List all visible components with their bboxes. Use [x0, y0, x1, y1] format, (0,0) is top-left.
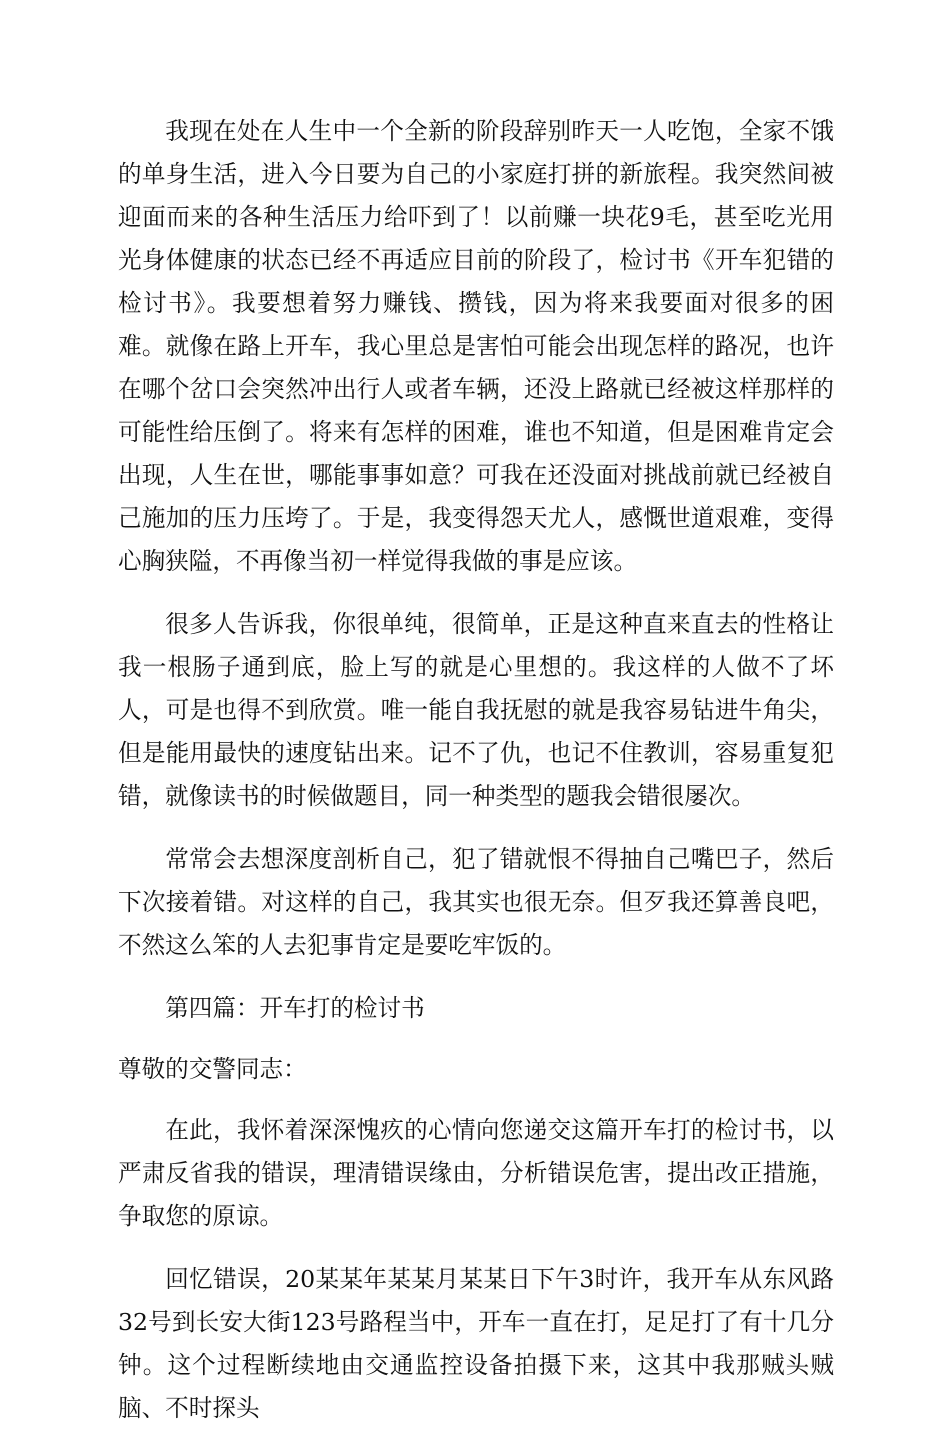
paragraph-incident-recall: 回忆错误，20某某年某某月某某日下午3时许，我开车从东风路32号到长安大街123号路程当中，开车一直在打，足足打了有十几分钟。这个过程断续地由交通监控设备拍摄下来，这其中我那贼头贼脑、不时探头 — [118, 1265, 834, 1422]
salutation: 尊敬的交警同志： — [118, 1055, 307, 1083]
paragraph-personality: 很多人告诉我，你很单纯，很简单，正是这种直来直去的性格让我一根肠子通到底，脸上写的就是心里想的。我这样的人做不了坏人，可是也得不到欣赏。唯一能自我抚慰的就是我容易钻进牛角尖，但是能用最快的速度钻出来。记不了仇，也记不住教训，容易重复犯错，就像读书的时候做题目，同一种类型的题我会错很屡次。 — [118, 610, 834, 810]
paragraph-self-reflection: 常常会去想深度剖析自己，犯了错就恨不得抽自己嘴巴子，然后下次接着错。对这样的自己，我其实也很无奈。但歹我还算善良吧，不然这么笨的人去犯事肯定是要吃牢饭的。 — [118, 845, 834, 959]
section-heading: 第四篇：开车打的检讨书 — [165, 994, 425, 1022]
paragraph-introduction: 在此，我怀着深深愧疚的心情向您递交这篇开车打的检讨书，以严肃反省我的错误，理清错误缘由，分析错误危害，提出改正措施，争取您的原谅。 — [118, 1116, 834, 1230]
paragraph-life-stage: 我现在处在人生中一个全新的阶段辞别昨天一人吃饱，全家不饿的单身生活，进入今日要为自己的小家庭打拼的新旅程。我突然间被迎面而来的各种生活压力给吓到了！以前赚一块花9毛，甚至吃光用光身体健康的状态已经不再适应目前的阶段了，检讨书《开车犯错的检讨书》。我要想着努力赚钱、攒钱，因为将来我要面对很多的困难。就像在路上开车，我心里总是害怕可能会出现怎样的路况，也许在哪个岔口会突然冲出行人或者车辆，还没上路就已经被这样那样的可能性给压倒了。将来有怎样的困难，谁也不知道，但是困难肯定会出现，人生在世，哪能事事如意？可我在还没面对挑战前就已经被自己施加的压力压垮了。于是，我变得怨天尤人，感慨世道艰难，变得心胸狭隘，不再像当初一样觉得我做的事是应该。 — [118, 117, 834, 575]
document-page — [118, 110, 834, 1450]
